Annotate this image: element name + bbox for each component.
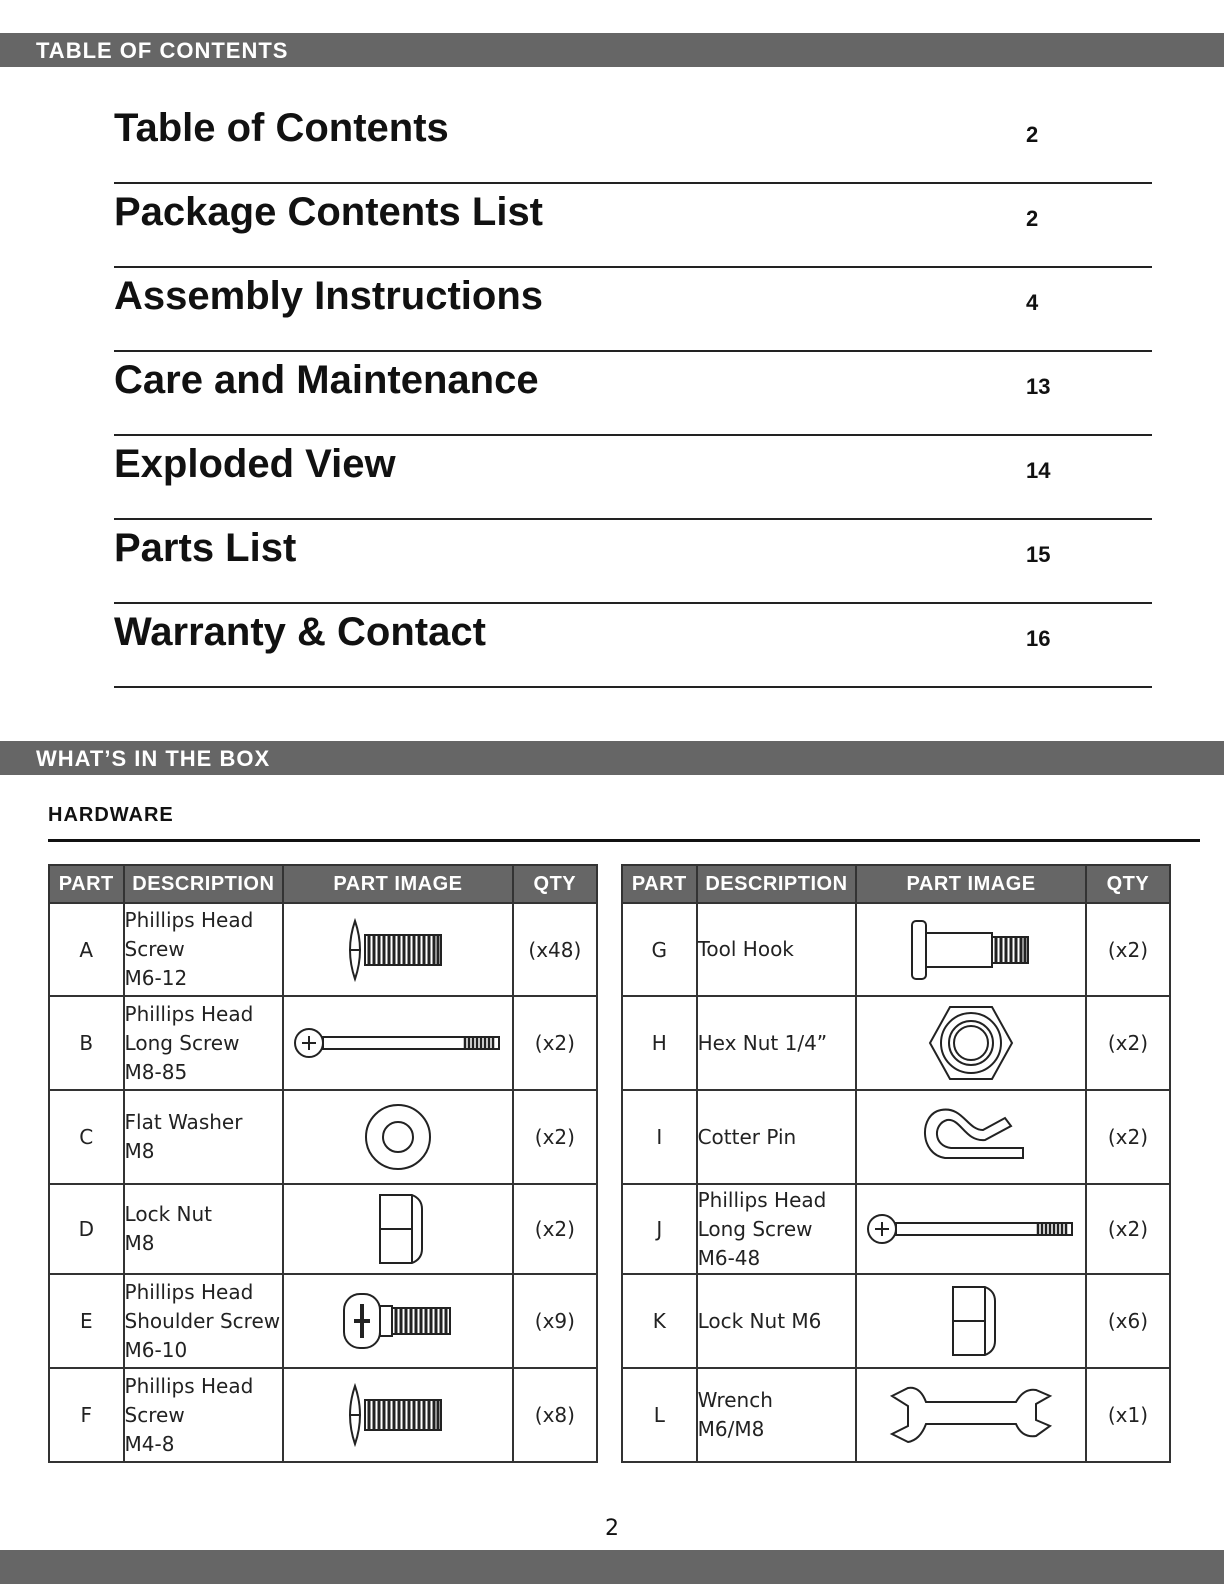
table-row	[49, 1090, 597, 1184]
long-screw-icon	[284, 1023, 512, 1063]
part-quantity: (x9)	[513, 1274, 597, 1368]
table-header-row	[49, 865, 597, 903]
col-header-qty: QTY	[513, 865, 597, 903]
part-description-line: Screw	[124, 937, 185, 961]
part-description	[124, 1368, 284, 1462]
part-description	[124, 996, 284, 1090]
toc-entry-title: Assembly Instructions	[114, 274, 544, 318]
toc-entry-title: Warranty & Contact	[114, 610, 486, 654]
table-row	[622, 1090, 1170, 1184]
part-description-line: M6-48	[697, 1245, 761, 1270]
part-image	[856, 903, 1086, 996]
part-description-line: Tool Hook	[697, 937, 794, 961]
col-header-description: DESCRIPTION	[124, 865, 284, 903]
part-description	[124, 1274, 284, 1368]
part-letter: L	[622, 1368, 697, 1462]
toc-entry[interactable]	[114, 268, 1152, 352]
table-row	[622, 1368, 1170, 1462]
part-description-line: Hex Nut 1/4”	[697, 1030, 828, 1055]
part-image	[283, 996, 513, 1090]
part-description-line: Phillips Head	[124, 908, 254, 932]
part-image	[283, 1274, 513, 1368]
toc-entry[interactable]	[114, 184, 1152, 268]
part-letter: G	[622, 903, 697, 996]
part-description-line: M6/M8	[697, 1417, 765, 1441]
part-description-line: Lock Nut	[124, 1202, 212, 1226]
part-quantity: (x6)	[1086, 1274, 1170, 1368]
table-row	[622, 1184, 1170, 1274]
part-letter: C	[49, 1090, 124, 1184]
flat-washer-icon	[284, 1097, 512, 1177]
col-header-part-image: PART IMAGE	[856, 865, 1086, 903]
toc-entry[interactable]	[114, 604, 1152, 688]
part-description-line: Phillips Head	[697, 1187, 827, 1212]
part-quantity: (x2)	[513, 996, 597, 1090]
col-header-description: DESCRIPTION	[697, 865, 857, 903]
part-description-line: Lock Nut M6	[697, 1308, 822, 1333]
part-image	[283, 903, 513, 996]
col-header-part: PART	[49, 865, 124, 903]
part-quantity: (x2)	[513, 1090, 597, 1184]
hardware-title: HARDWARE	[48, 804, 174, 826]
part-description-line: Shoulder Screw	[124, 1308, 281, 1333]
hardware-divider	[48, 839, 1200, 842]
part-description	[697, 996, 857, 1090]
footer-band	[0, 1550, 1224, 1584]
cotter-pin-icon	[857, 1102, 1085, 1172]
part-letter: E	[49, 1274, 124, 1368]
part-letter: J	[622, 1184, 697, 1274]
part-image	[856, 1368, 1086, 1462]
table-row	[622, 1274, 1170, 1368]
part-description-line: Phillips Head	[124, 1279, 254, 1304]
part-letter: K	[622, 1274, 697, 1368]
mushroom-screw-icon	[284, 915, 512, 985]
toc-entry-title: Package Contents List	[114, 190, 544, 234]
part-description-line: Wrench	[697, 1388, 773, 1412]
part-description-line: Cotter Pin	[697, 1124, 797, 1149]
toc-entry-page: 13	[1026, 374, 1051, 399]
part-quantity: (x2)	[1086, 1090, 1170, 1184]
part-quantity: (x2)	[1086, 903, 1170, 996]
col-header-part: PART	[622, 865, 697, 903]
part-description	[697, 1184, 857, 1274]
part-description	[697, 903, 857, 996]
toc-entry-title: Exploded View	[114, 442, 396, 486]
toc-entry-page: 16	[1026, 626, 1051, 651]
part-description-line: Screw	[124, 1402, 185, 1427]
part-image	[283, 1368, 513, 1462]
part-description-line: Flat Washer	[124, 1110, 243, 1134]
toc-header-label: TABLE OF CONTENTS	[36, 38, 289, 63]
part-description	[697, 1090, 857, 1184]
mushroom-screw-icon	[284, 1380, 512, 1450]
part-letter: A	[49, 903, 124, 996]
table-row	[49, 903, 597, 996]
part-description-line: M8	[124, 1139, 155, 1163]
toc-list	[114, 100, 1152, 688]
hardware-table-left	[48, 864, 598, 1463]
box-header-band	[0, 741, 1224, 775]
toc-entry-title: Parts List	[114, 526, 297, 570]
part-image	[283, 1090, 513, 1184]
part-description	[124, 1090, 284, 1184]
wrench-icon	[857, 1380, 1085, 1450]
toc-entry-page: 4	[1026, 290, 1039, 315]
lock-nut-icon	[857, 1281, 1085, 1361]
table-row	[49, 1274, 597, 1368]
part-description-line: Phillips Head	[124, 1001, 254, 1026]
toc-entry-page: 14	[1026, 458, 1051, 483]
part-description	[697, 1274, 857, 1368]
page-number: 2	[605, 1516, 619, 1541]
part-quantity: (x48)	[513, 903, 597, 996]
part-description-line: Long Screw	[697, 1216, 813, 1241]
toc-entry-page: 2	[1026, 122, 1039, 147]
part-letter: F	[49, 1368, 124, 1462]
table-row	[49, 1368, 597, 1462]
hardware-table-right	[621, 864, 1171, 1463]
part-quantity: (x8)	[513, 1368, 597, 1462]
part-description-line: M6-10	[124, 1337, 188, 1362]
toc-entry[interactable]	[114, 352, 1152, 436]
toc-header-band	[0, 33, 1224, 67]
toc-entry-title: Table of Contents	[114, 106, 449, 150]
table-row	[49, 996, 597, 1090]
part-quantity: (x2)	[513, 1184, 597, 1274]
part-letter: H	[622, 996, 697, 1090]
table-row	[49, 1184, 597, 1274]
tool-hook-icon	[857, 915, 1085, 985]
part-description	[124, 903, 284, 996]
box-header-label: WHAT’S IN THE BOX	[36, 746, 271, 771]
table-row	[622, 996, 1170, 1090]
part-description-line: M6-12	[124, 966, 188, 990]
toc-entry[interactable]	[114, 436, 1152, 520]
hex-nut-icon	[857, 1003, 1085, 1083]
part-description-line: M8	[124, 1231, 155, 1255]
col-header-qty: QTY	[1086, 865, 1170, 903]
part-quantity: (x1)	[1086, 1368, 1170, 1462]
part-image	[856, 996, 1086, 1090]
part-description-line: Long Screw	[124, 1030, 240, 1055]
part-description-line: M4-8	[124, 1431, 175, 1456]
part-quantity: (x2)	[1086, 996, 1170, 1090]
toc-entry[interactable]	[114, 100, 1152, 184]
part-description-line: M8-85	[124, 1059, 188, 1084]
toc-entry-title: Care and Maintenance	[114, 358, 539, 402]
table-header-row	[622, 865, 1170, 903]
part-image	[283, 1184, 513, 1274]
part-quantity: (x2)	[1086, 1184, 1170, 1274]
shoulder-screw-icon	[284, 1286, 512, 1356]
toc-entry[interactable]	[114, 520, 1152, 604]
part-image	[856, 1090, 1086, 1184]
part-description	[697, 1368, 857, 1462]
part-image	[856, 1184, 1086, 1274]
toc-entry-page: 2	[1026, 206, 1039, 231]
col-header-part-image: PART IMAGE	[283, 865, 513, 903]
part-description	[124, 1184, 284, 1274]
part-letter: B	[49, 996, 124, 1090]
lock-nut-icon	[284, 1189, 512, 1269]
part-letter: D	[49, 1184, 124, 1274]
table-row	[622, 903, 1170, 996]
part-letter: I	[622, 1090, 697, 1184]
part-description-line: Phillips Head	[124, 1373, 254, 1398]
part-image	[856, 1274, 1086, 1368]
toc-entry-page: 15	[1026, 542, 1051, 567]
long-screw-icon	[857, 1209, 1085, 1249]
